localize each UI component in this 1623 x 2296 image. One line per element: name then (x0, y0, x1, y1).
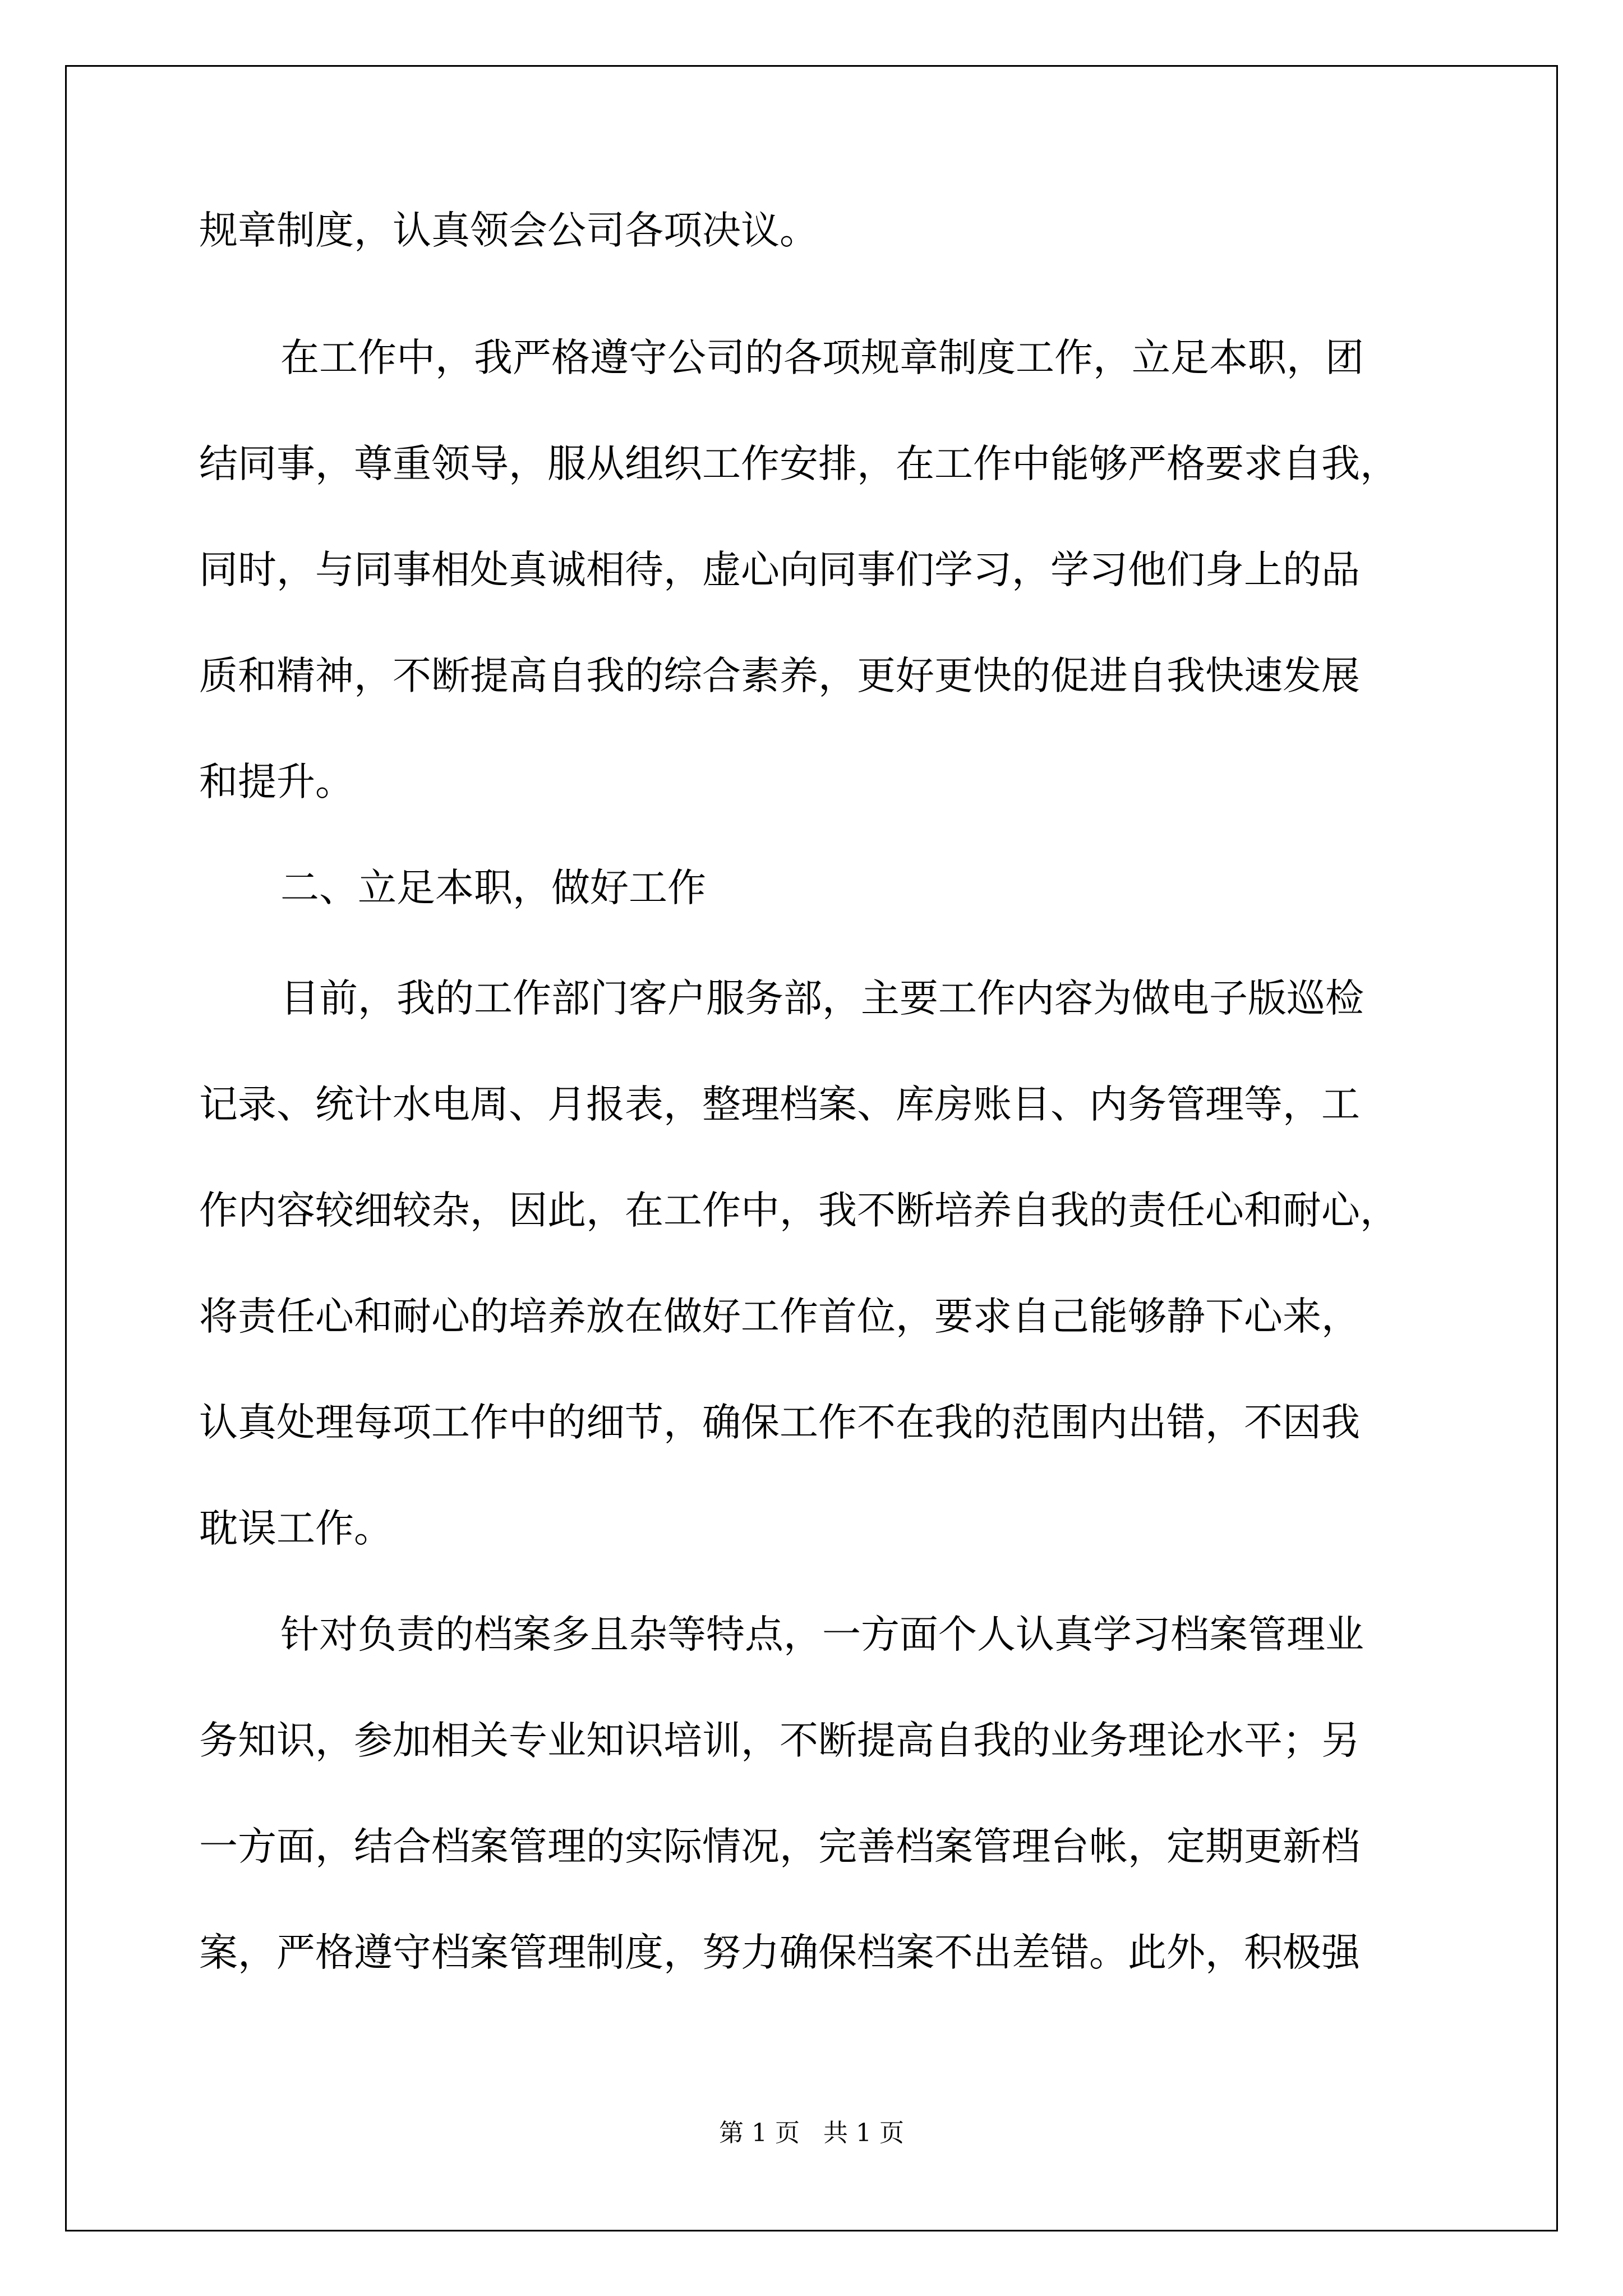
text-line: 结同事，尊重领导，服从组织工作安排，在工作中能够严格要求自我， (199, 441, 1399, 486)
page-border (65, 65, 1558, 2231)
text-line: 耽误工作。 (199, 1506, 393, 1551)
text-line: 认真处理每项工作中的细节，确保工作不在我的范围内出错，不因我 (199, 1400, 1360, 1445)
section-heading: 二、立足本职，做好工作 (280, 866, 706, 910)
text-line: 案，严格遵守档案管理制度，努力确保档案不出差错。此外，积极强 (199, 1930, 1360, 1975)
text-line: 质和精神，不断提高自我的综合素养，更好更快的促进自我快速发展 (199, 654, 1360, 698)
text-line: 在工作中，我严格遵守公司的各项规章制度工作，立足本职，团 (280, 335, 1364, 380)
text-line: 务知识，参加相关专业知识培训，不断提高自我的业务理论水平；另 (199, 1718, 1360, 1763)
text-line: 将责任心和耐心的培养放在做好工作首位，要求自己能够静下心来， (199, 1294, 1360, 1339)
text-line: 和提升。 (199, 760, 354, 804)
text-line: 一方面，结合档案管理的实际情况，完善档案管理台帐，定期更新档 (199, 1824, 1360, 1869)
text-line: 目前，我的工作部门客户服务部，主要工作内容为做电子版巡检 (280, 976, 1364, 1021)
text-line: 规章制度，认真领会公司各项决议。 (199, 208, 818, 253)
text-line: 记录、统计水电周、月报表，整理档案、库房账目、内务管理等，工 (199, 1082, 1360, 1127)
text-line: 同时，与同事相处真诚相待，虚心向同事们学习，学习他们身上的品 (199, 547, 1360, 592)
text-line: 针对负责的档案多且杂等特点，一方面个人认真学习档案管理业 (280, 1612, 1364, 1657)
text-line: 作内容较细较杂，因此，在工作中，我不断培养自我的责任心和耐心， (199, 1188, 1399, 1233)
page-number: 第 1 页 共 1 页 (719, 2119, 904, 2147)
